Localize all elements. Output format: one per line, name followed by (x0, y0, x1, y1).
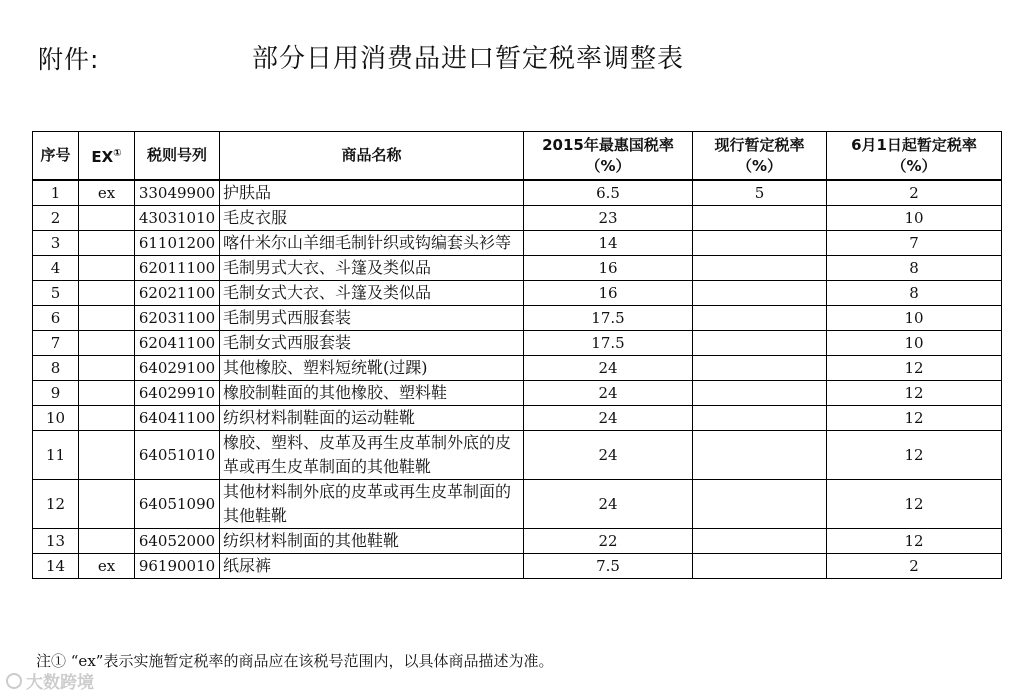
cell-new-rate: 8 (827, 256, 1002, 281)
cell-ex (79, 431, 135, 480)
watermark-text: 大数跨境 (26, 673, 94, 693)
cell-seq: 6 (33, 306, 79, 331)
cell-tariff-code: 64041100 (135, 406, 220, 431)
cell-seq: 14 (33, 554, 79, 579)
cell-mfn-rate: 24 (524, 431, 693, 480)
cell-mfn-rate: 24 (524, 480, 693, 529)
document-title: 部分日用消费品进口暂定税率调整表 (252, 44, 685, 74)
watermark-logo-icon (6, 673, 22, 689)
cell-seq: 3 (33, 231, 79, 256)
cell-tariff-code: 43031010 (135, 206, 220, 231)
cell-ex (79, 206, 135, 231)
cell-tariff-code: 62011100 (135, 256, 220, 281)
table-row (33, 206, 1002, 231)
table-row (33, 331, 1002, 356)
cell-new-rate: 10 (827, 206, 1002, 231)
cell-product-name: 橡胶、塑料、皮革及再生皮革制外底的皮革或再生皮革制面的其他鞋靴 (220, 431, 524, 480)
cell-ex (79, 281, 135, 306)
cell-ex: ex (79, 554, 135, 579)
cell-tariff-code: 33049900 (135, 180, 220, 206)
cell-ex (79, 331, 135, 356)
cell-seq: 1 (33, 180, 79, 206)
cell-ex (79, 381, 135, 406)
header-mfn-rate: 2015年最惠国税率 （%） (524, 132, 693, 181)
cell-tariff-code: 96190010 (135, 554, 220, 579)
cell-seq: 10 (33, 406, 79, 431)
cell-seq: 13 (33, 529, 79, 554)
cell-seq: 5 (33, 281, 79, 306)
cell-current-rate (693, 554, 827, 579)
cell-mfn-rate: 23 (524, 206, 693, 231)
cell-mfn-rate: 16 (524, 256, 693, 281)
cell-product-name: 毛制女式西服套装 (220, 331, 524, 356)
cell-mfn-rate: 24 (524, 356, 693, 381)
table-row (33, 529, 1002, 554)
cell-seq: 8 (33, 356, 79, 381)
footnote: 注① “ex”表示实施暂定税率的商品应在该税号范围内，以具体商品描述为准。 (36, 652, 554, 670)
cell-current-rate (693, 381, 827, 406)
cell-product-name: 毛制男式西服套装 (220, 306, 524, 331)
table-row (33, 256, 1002, 281)
cell-new-rate: 10 (827, 306, 1002, 331)
header-tariff-code: 税则号列 (135, 132, 220, 181)
cell-tariff-code: 62031100 (135, 306, 220, 331)
cell-tariff-code: 64029910 (135, 381, 220, 406)
cell-tariff-code: 62041100 (135, 331, 220, 356)
cell-seq: 2 (33, 206, 79, 231)
cell-seq: 9 (33, 381, 79, 406)
cell-current-rate (693, 306, 827, 331)
table-row (33, 306, 1002, 331)
cell-mfn-rate: 7.5 (524, 554, 693, 579)
watermark (6, 668, 94, 693)
cell-ex (79, 406, 135, 431)
cell-new-rate: 2 (827, 180, 1002, 206)
cell-product-name: 毛制女式大衣、斗篷及类似品 (220, 281, 524, 306)
cell-product-name: 喀什米尔山羊细毛制针织或钩编套头衫等 (220, 231, 524, 256)
cell-new-rate: 10 (827, 331, 1002, 356)
cell-current-rate (693, 281, 827, 306)
table-header-row (33, 132, 1002, 181)
cell-current-rate: 5 (693, 180, 827, 206)
cell-seq: 7 (33, 331, 79, 356)
cell-new-rate: 8 (827, 281, 1002, 306)
cell-current-rate (693, 480, 827, 529)
table-row (33, 356, 1002, 381)
cell-mfn-rate: 24 (524, 406, 693, 431)
cell-product-name: 其他材料制外底的皮革或再生皮革制面的其他鞋靴 (220, 480, 524, 529)
header-new-rate: 6月1日起暂定税率 （%） (827, 132, 1002, 181)
cell-mfn-rate: 24 (524, 381, 693, 406)
cell-mfn-rate: 17.5 (524, 331, 693, 356)
cell-seq: 4 (33, 256, 79, 281)
cell-tariff-code: 64052000 (135, 529, 220, 554)
cell-ex (79, 256, 135, 281)
cell-tariff-code: 64051090 (135, 480, 220, 529)
cell-current-rate (693, 331, 827, 356)
table-row (33, 431, 1002, 480)
cell-product-name: 护肤品 (220, 180, 524, 206)
cell-mfn-rate: 14 (524, 231, 693, 256)
cell-current-rate (693, 206, 827, 231)
cell-mfn-rate: 6.5 (524, 180, 693, 206)
cell-current-rate (693, 256, 827, 281)
cell-tariff-code: 61101200 (135, 231, 220, 256)
cell-current-rate (693, 231, 827, 256)
cell-ex (79, 356, 135, 381)
header-product-name: 商品名称 (220, 132, 524, 181)
header-ex-footnote-mark: ① (113, 148, 122, 159)
cell-current-rate (693, 406, 827, 431)
cell-ex: ex (79, 180, 135, 206)
cell-product-name: 毛皮衣服 (220, 206, 524, 231)
table-row (33, 406, 1002, 431)
cell-new-rate: 12 (827, 431, 1002, 480)
cell-ex (79, 231, 135, 256)
header-current-rate: 现行暂定税率 （%） (693, 132, 827, 181)
table-row (33, 381, 1002, 406)
cell-mfn-rate: 22 (524, 529, 693, 554)
table-row (33, 554, 1002, 579)
cell-product-name: 纺织材料制鞋面的运动鞋靴 (220, 406, 524, 431)
cell-tariff-code: 64029100 (135, 356, 220, 381)
table-body (33, 180, 1002, 579)
cell-ex (79, 480, 135, 529)
cell-tariff-code: 64051010 (135, 431, 220, 480)
table-row (33, 180, 1002, 206)
cell-product-name: 毛制男式大衣、斗篷及类似品 (220, 256, 524, 281)
cell-current-rate (693, 529, 827, 554)
cell-seq: 11 (33, 431, 79, 480)
cell-ex (79, 529, 135, 554)
cell-new-rate: 12 (827, 406, 1002, 431)
cell-product-name: 纸尿裤 (220, 554, 524, 579)
cell-product-name: 纺织材料制面的其他鞋靴 (220, 529, 524, 554)
cell-seq: 12 (33, 480, 79, 529)
cell-tariff-code: 62021100 (135, 281, 220, 306)
table-row (33, 281, 1002, 306)
header-ex: EX① (79, 132, 135, 181)
cell-new-rate: 12 (827, 356, 1002, 381)
cell-product-name: 橡胶制鞋面的其他橡胶、塑料鞋 (220, 381, 524, 406)
cell-current-rate (693, 356, 827, 381)
cell-current-rate (693, 431, 827, 480)
cell-ex (79, 306, 135, 331)
attachment-label: 附件: (38, 45, 100, 74)
table-row (33, 480, 1002, 529)
cell-product-name: 其他橡胶、塑料短统靴(过踝) (220, 356, 524, 381)
header-seq: 序号 (33, 132, 79, 181)
cell-new-rate: 12 (827, 529, 1002, 554)
cell-new-rate: 2 (827, 554, 1002, 579)
cell-mfn-rate: 16 (524, 281, 693, 306)
cell-new-rate: 12 (827, 381, 1002, 406)
cell-mfn-rate: 17.5 (524, 306, 693, 331)
tariff-table (32, 131, 1002, 579)
cell-new-rate: 7 (827, 231, 1002, 256)
cell-new-rate: 12 (827, 480, 1002, 529)
table-row (33, 231, 1002, 256)
